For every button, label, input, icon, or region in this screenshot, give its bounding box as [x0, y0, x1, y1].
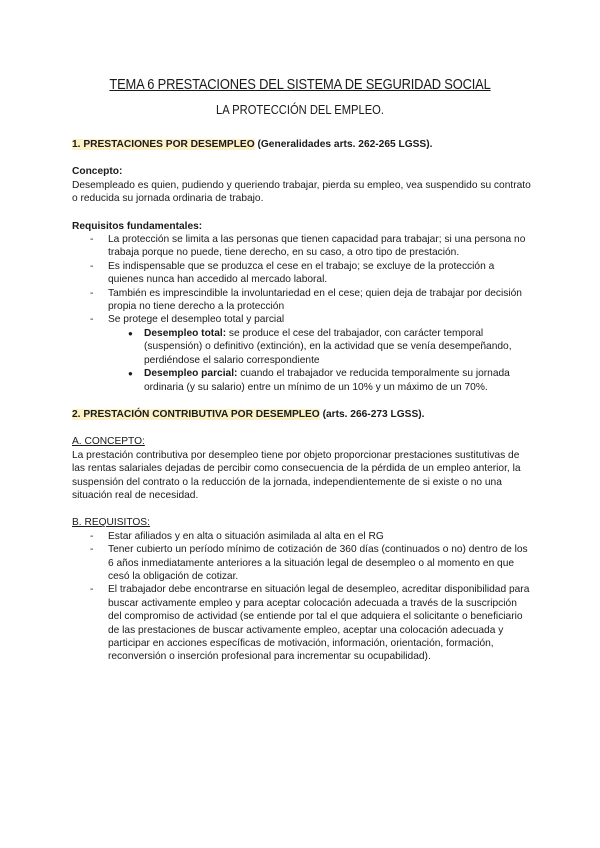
concepto-block: [72, 165, 532, 205]
requisitos2-list: [72, 530, 532, 664]
desempleo-total-text: se produce el cese del trabajador, con carácter temporal (suspensión) o definitivo (extinción), en la actividad que se venía desempeñando, perdiéndose el salario correspondiente: [144, 327, 512, 366]
list-item: [144, 367, 532, 394]
concepto-text: Desempleado es quien, pudiendo y queriendo trabajar, pierda su empleo, vea suspendido su contrato o reducida su jornada ordinaria de trabajo.: [72, 179, 531, 205]
list-item: - El trabajador debe encontrarse en situación legal de desempleo, acreditar disponibilidad para buscar activamente empleo y para aceptar colocación adecuada a través de la suscripción del compromiso de actividad (se entiende por tal el que adquiera el solicitante o beneficiario de las prestaciones de buscar activamente empleo, aceptar una colocación adecuada y participar en acciones específicas de motivación, información, orientación, formación, reconversión o inserción profesional para incrementar su ocupabilidad).: [108, 583, 532, 663]
list-item: - La protección se limita a las personas que tienen capacidad para trabajar; si una persona no trabaja porque no puede, tiene derecho, en su caso, a otro tipo de prestación.: [108, 233, 532, 260]
concepto2-block: [72, 435, 532, 502]
list-item: - Es indispensable que se produzca el cese en el trabajo; se excluye de la protección a quienes nunca han accedido al mercado laboral.: [108, 260, 532, 287]
desempleo-types-list: [108, 327, 532, 394]
list-item: - Tener cubierto un período mínimo de cotización de 360 días (continuados o no) dentro de los 6 años inmediatamente anteriores a la situación legal de desempleo o al momento en que cesó la obligación de cotizar.: [108, 543, 532, 583]
section2-heading-ref: (arts. 266-273 LGSS).: [319, 408, 425, 420]
section1-heading: [72, 138, 532, 151]
concepto-label: Concepto:: [72, 166, 123, 178]
desempleo-parcial-text: cuando el trabajador ve reducida temporalmente su jornada ordinaria (y su salario) entre un mínimo de un 10% y un máximo de un 70%.: [144, 368, 510, 393]
requisitos2-label: B. REQUISITOS:: [72, 517, 150, 529]
list-item: - Estar afiliados y en alta o situación asimilada al alta en el RG: [108, 530, 532, 543]
page-subtitle: LA PROTECCIÓN DEL EMPLEO.: [216, 102, 384, 117]
concepto2-label: A. CONCEPTO:: [72, 436, 145, 448]
section1-heading-highlight: 1. PRESTACIONES POR DESEMPLEO: [72, 139, 255, 150]
list-item: [108, 313, 532, 393]
section2-heading-highlight: 2. PRESTACIÓN CONTRIBUTIVA POR DESEMPLEO: [72, 408, 320, 420]
page-title: TEMA 6 PRESTACIONES DEL SISTEMA DE SEGURIDAD SOCIAL: [109, 76, 491, 93]
requisitos-label: Requisitos fundamentales:: [72, 220, 203, 232]
requisitos-block: [72, 220, 532, 394]
list-item: - También es imprescindible la involuntariedad en el cese; quien deja de trabajar por decisión propia no tiene derecho a la protección: [108, 287, 532, 314]
requisitos-list: [72, 233, 532, 394]
requisitos2-block: [72, 516, 532, 663]
concepto2-text: La prestación contributiva por desempleo tiene por objeto proporcionar prestaciones sustitutivas de las rentas salariales dejadas de percibir como consecuencia de la pérdida de un empleo anterior, la suspensión del contrato o la reducción de la jornada, independientemente de si existe o no una situación real de necesidad.: [72, 449, 521, 501]
list-item-text: Se protege el desempleo total y parcial: [108, 314, 285, 326]
section1-heading-ref: (Generalidades arts. 262-265 LGSS).: [254, 139, 433, 150]
list-item: [144, 327, 532, 367]
document-body: [72, 138, 532, 678]
section2-heading: [72, 408, 532, 421]
desempleo-parcial-label: Desempleo parcial:: [144, 368, 238, 380]
desempleo-total-label: Desempleo total:: [144, 327, 227, 339]
